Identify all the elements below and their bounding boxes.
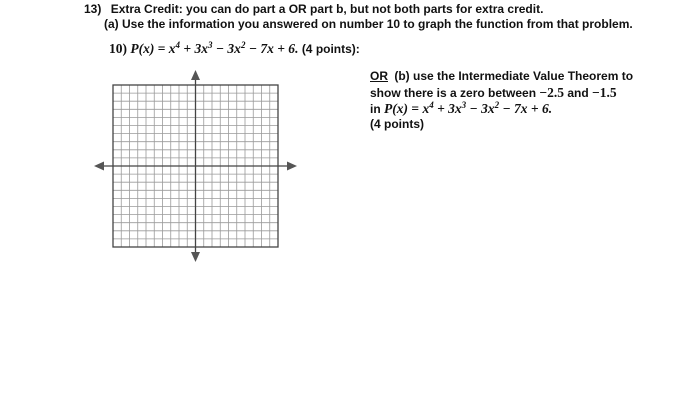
or-label: OR — [370, 69, 388, 83]
part-b-line-3-prefix: in — [370, 102, 381, 116]
term-4: − 7x + 6 — [248, 41, 296, 56]
term-3: − 3x — [215, 41, 241, 56]
x-axis-left-arrow — [94, 162, 104, 171]
term-2: + 3x — [183, 41, 208, 56]
part-b-line-1-text: (b) use the Intermediate Value Theorem to — [394, 69, 634, 83]
problem-number: 10) — [109, 41, 127, 56]
lower-bound: −2.5 — [539, 85, 564, 100]
upper-bound: −1.5 — [592, 85, 617, 100]
function-expression-b: $P(x) = x^4 + 3x^3 - 3x^2 - 7x + 6$. — [384, 100, 553, 116]
exp-3: 2 — [240, 40, 246, 50]
part-b-line-2 — [370, 85, 617, 101]
y-axis-down-arrow — [191, 252, 200, 262]
function-name: P — [130, 41, 139, 56]
function-variable: x — [143, 41, 150, 56]
y-axis-up-arrow — [191, 70, 200, 80]
part-b-line-3 — [370, 101, 552, 117]
and-word: and — [567, 86, 589, 100]
problem-points: (4 points): — [301, 42, 360, 56]
part-b-points: (4 points) — [370, 117, 424, 131]
exp-1: 4 — [175, 40, 181, 50]
x-axis-right-arrow — [287, 162, 297, 171]
question-number: 13) — [84, 2, 102, 16]
part-a-instruction: (a) Use the information you answered on number 10 to graph the function from that problem. — [104, 17, 633, 31]
question-heading-text: Extra Credit: you can do part a OR part b, but not both parts for extra credit. — [110, 2, 544, 16]
term-1: x — [168, 41, 176, 56]
part-b-line-1 — [370, 69, 633, 84]
function-expression: $P(x) = x^4 + 3x^3 - 3x^2 - 7x + 6$. — [130, 40, 302, 56]
exp-2: 3 — [208, 40, 213, 50]
part-b-line-2-text: show there is a zero between — [370, 86, 537, 100]
